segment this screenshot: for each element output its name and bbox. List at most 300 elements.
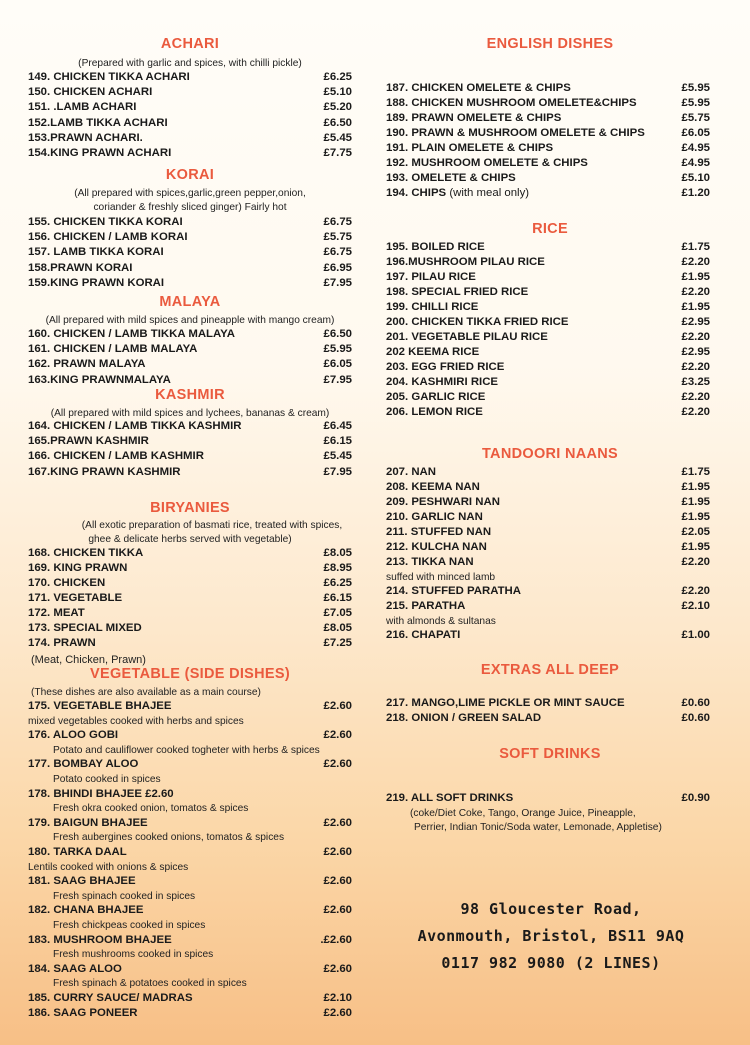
menu-item-name [386, 696, 625, 711]
section-heading-extras: EXTRAS ALL DEEP [480, 662, 620, 678]
menu-item-price: £1.00 [681, 629, 710, 641]
menu-item-name [28, 70, 190, 85]
menu-item [28, 874, 352, 889]
menu-item-name [386, 345, 479, 360]
menu-item [28, 787, 352, 802]
menu-item-name [28, 449, 204, 464]
menu-item-price: £2.95 [681, 316, 710, 328]
menu-item-name [386, 81, 571, 96]
menu-item-price: £3.25 [681, 376, 710, 388]
menu-item-name [28, 357, 146, 372]
menu-item-name-text: 150. CHICKEN ACHARI [28, 86, 153, 99]
menu-item [386, 81, 714, 96]
menu-item [28, 903, 352, 918]
menu-item-name-text: 167.KING PRAWN KASHMIR [28, 465, 181, 478]
menu-item-name [386, 555, 474, 570]
menu-item-name-text: 175. VEGETABLE BHAJEE [28, 700, 172, 712]
menu-item-name [386, 584, 521, 599]
menu-item-name [28, 276, 164, 291]
menu-item-name [386, 315, 568, 330]
naan-213-note: suffed with minced lamb [386, 572, 496, 583]
menu-item [386, 540, 714, 555]
menu-item [28, 933, 352, 948]
menu-item-name [28, 230, 188, 245]
menu-item-name-text: 154.KING PRAWN ACHARI [28, 147, 172, 159]
menu-item [28, 757, 352, 772]
menu-item [28, 70, 352, 85]
menu-item-name-text: 161. CHICKEN / LAMB MALAYA [28, 343, 198, 356]
menu-item [28, 576, 352, 591]
menu-item [28, 245, 352, 260]
section-heading-vegetable: VEGETABLE (SIDE DISHES) [90, 666, 290, 682]
menu-item-price: £2.10 [323, 992, 352, 1004]
menu-item-name [386, 480, 480, 495]
menu-item-qualifier: (with meal only) [446, 187, 530, 199]
menu-item-name [28, 576, 105, 591]
menu-item-name-text: 169. KING PRAWN [28, 562, 128, 574]
menu-item-name-text: 212. KULCHA NAN [386, 541, 487, 553]
menu-item-name-text: 211. STUFFED NAN [386, 526, 492, 538]
menu-item [28, 419, 352, 434]
menu-item-price: £7.95 [323, 373, 352, 386]
menu-item-description: Fresh chickpeas cooked in spices [53, 920, 206, 931]
menu-item-name [386, 141, 553, 156]
menu-item-price: £6.05 [681, 127, 710, 139]
menu-item-name-text: 173. SPECIAL MIXED [28, 622, 142, 634]
menu-item-name-text: 177. BOMBAY ALOO [28, 758, 139, 771]
menu-item-name-text: 217. MANGO,LIME PICKLE OR MINT SAUCE [386, 697, 625, 709]
menu-item-price: £6.25 [323, 577, 352, 589]
menu-item-name [386, 510, 483, 525]
menu-item-name-text: 193. OMELETE & CHIPS [386, 172, 516, 184]
menu-item-name-text: 218. ONION / GREEN SALAD [386, 712, 542, 724]
menu-item [386, 599, 714, 614]
menu-item-name-text: 203. EGG FRIED RICE [386, 361, 505, 373]
menu-item-name [28, 373, 171, 388]
menu-item-name-text: 206. LEMON RICE [386, 406, 483, 418]
section-heading-kashmir: KASHMIR [155, 387, 225, 403]
menu-item [28, 116, 352, 131]
menu-item [28, 991, 352, 1006]
menu-item-price: £5.45 [323, 450, 352, 463]
menu-item-name [28, 146, 171, 161]
menu-item [386, 480, 714, 495]
menu-item-name-text: 176. ALOO GOBI [28, 729, 119, 742]
menu-item-description: Fresh mushrooms cooked in spices [53, 949, 214, 961]
menu-item [386, 111, 714, 126]
menu-item-price: £2.20 [681, 585, 710, 597]
menu-item-name [28, 757, 138, 772]
menu-item-price: £2.60 [323, 1006, 352, 1019]
menu-item-price: £2.20 [681, 286, 710, 298]
menu-item-name-text: 181. SAAG BHAJEE [28, 875, 136, 888]
menu-item-name-text: 185. CURRY SAUCE/ MADRAS [28, 992, 193, 1004]
menu-item [28, 816, 352, 831]
menu-item-name [28, 845, 127, 860]
menu-item [28, 215, 352, 230]
menu-item-name-text: 159.KING PRAWN KORAI [28, 276, 165, 289]
menu-item [28, 131, 352, 146]
menu-item-name [28, 85, 152, 100]
menu-item-name [28, 561, 127, 576]
menu-item [28, 546, 352, 561]
menu-item-name [28, 116, 168, 131]
menu-item-name-text: 191. PLAIN OMELETE & CHIPS [386, 142, 554, 154]
menu-item-price: £2.60 [323, 846, 352, 858]
menu-item-name [28, 419, 241, 434]
menu-item-price: £6.75 [323, 216, 352, 228]
drinks-note-1: (coke/Diet Coke, Tango, Orange Juice, Pineapple, [410, 808, 636, 819]
menu-item-name [28, 874, 136, 889]
menu-item-price: £5.45 [323, 131, 352, 144]
menu-item-name-text: 195. BOILED RICE [386, 241, 485, 253]
menu-item-price: £5.75 [323, 231, 352, 244]
menu-item [28, 561, 352, 576]
menu-item-price: £6.50 [323, 328, 352, 340]
menu-item-name [386, 791, 513, 806]
section-note-korai-2: coriander & freshly sliced ginger) Fairly hot [93, 202, 287, 213]
menu-item-name [386, 96, 637, 111]
menu-item-price: £2.60 [323, 904, 352, 917]
menu-item [28, 85, 352, 100]
menu-item [386, 330, 714, 345]
menu-item-name [28, 728, 118, 743]
menu-item-name [28, 327, 235, 342]
menu-item-price: £2.10 [681, 600, 710, 612]
menu-item-price: £1.95 [681, 496, 710, 508]
menu-item-price: £1.95 [681, 511, 710, 523]
menu-item-name [28, 245, 164, 260]
menu-item-name [386, 599, 465, 614]
menu-item-price: £6.95 [323, 261, 352, 274]
menu-item-name-text: 194. CHIPS [386, 187, 447, 199]
menu-item-name [386, 525, 491, 540]
menu-item [28, 636, 352, 651]
section-heading-achari: ACHARI [160, 36, 220, 52]
menu-item-name-text: 187. CHICKEN OMELETE & CHIPS [386, 82, 571, 94]
menu-item-name [386, 375, 498, 390]
menu-item-price: £6.45 [323, 420, 352, 432]
menu-item-name-text: 204. KASHMIRI RICE [386, 376, 499, 388]
menu-item-name [28, 546, 143, 561]
section-note-vegetable: (These dishes are also available as a main course) [31, 687, 261, 698]
menu-item-name [28, 1006, 138, 1021]
menu-item-price: £2.95 [681, 346, 710, 358]
menu-item-name [386, 300, 478, 315]
menu-item [28, 146, 352, 161]
menu-item [28, 100, 352, 115]
menu-item-name-text: 199. CHILLI RICE [386, 301, 479, 313]
menu-item [28, 342, 352, 357]
menu-item-name-text: 153.PRAWN ACHARI. [28, 131, 143, 144]
menu-item-price: £2.60 [323, 729, 352, 742]
menu-item-name [386, 186, 529, 201]
menu-item-name [28, 962, 122, 977]
section-note-achari: (Prepared with garlic and spices, with chilli pickle) [78, 58, 302, 69]
menu-item [386, 584, 714, 599]
menu-item-price: £5.10 [681, 172, 710, 184]
menu-item [28, 434, 352, 449]
menu-item-name [28, 933, 172, 948]
menu-item-price: £1.95 [681, 541, 710, 553]
menu-item-price: £2.20 [681, 391, 710, 403]
menu-item [386, 141, 714, 156]
menu-item [28, 449, 352, 464]
menu-item [386, 345, 714, 360]
menu-item [386, 405, 714, 420]
section-heading-malaya: MALAYA [159, 294, 221, 310]
menu-item-description: Potato cooked in spices [53, 774, 161, 785]
menu-item-description: Fresh okra cooked onion, tomatos & spices [53, 803, 249, 815]
menu-item-description: Potato and cauliflower cooked togheter with herbs & spices [53, 744, 320, 756]
menu-item-price: £1.75 [681, 241, 710, 253]
menu-item-name-text: 162. PRAWN MALAYA [28, 358, 146, 371]
menu-item-price: £4.95 [681, 142, 710, 154]
menu-item-price: £6.15 [323, 592, 352, 604]
menu-item-price: £7.25 [323, 637, 352, 649]
menu-item [386, 465, 714, 480]
menu-item-price: £6.25 [323, 71, 352, 83]
menu-item-name [386, 390, 485, 405]
menu-item-name [28, 636, 96, 651]
menu-item-description: Fresh aubergines cooked onions, tomatos & spices [53, 832, 285, 844]
menu-item-name-text: 196.MUSHROOM PILAU RICE [386, 256, 545, 268]
menu-item-price: £6.75 [323, 246, 352, 259]
menu-item [386, 171, 714, 186]
menu-item [386, 390, 714, 405]
menu-item [28, 327, 352, 342]
menu-item-name-text: 151. .LAMB ACHARI [28, 101, 137, 114]
menu-item-name [28, 621, 142, 636]
section-heading-naans: TANDOORI NAANS [481, 446, 619, 462]
menu-item-name [28, 100, 136, 115]
menu-item-name-text: 210. GARLIC NAN [386, 511, 483, 523]
address-street: 98 Gloucester Road, [460, 900, 642, 918]
menu-item [28, 465, 352, 480]
menu-item-name-text: 172. MEAT [28, 607, 85, 619]
menu-item-name [28, 342, 197, 357]
menu-item [386, 285, 714, 300]
menu-item-name [28, 465, 181, 480]
menu-item-price: £5.95 [323, 343, 352, 356]
menu-item-price: £1.95 [681, 301, 710, 313]
menu-item-price: £6.50 [323, 116, 352, 129]
menu-item [386, 360, 714, 375]
menu-item-price: £7.95 [323, 276, 352, 289]
menu-item-name [386, 628, 460, 643]
biryanies-footnote: (Meat, Chicken, Prawn) [31, 654, 146, 666]
menu-item-name-text: 184. SAAG ALOO [28, 962, 122, 975]
menu-item-description: mixed vegetables cooked with herbs and spices [28, 715, 244, 727]
menu-item [28, 699, 352, 714]
menu-item-name [386, 711, 541, 726]
section-note-kashmir: (All prepared with mild spices and lychees, bananas & cream) [50, 408, 330, 419]
section-note-malaya: (All prepared with mild spices and pineapple with mango cream) [45, 315, 335, 326]
menu-item-name-text: 198. SPECIAL FRIED RICE [386, 286, 529, 298]
menu-item-name [386, 360, 504, 375]
menu-item [386, 255, 714, 270]
menu-item-price: £7.05 [323, 607, 352, 619]
menu-item-name [28, 606, 85, 621]
menu-item-name-text: 160. CHICKEN / LAMB TIKKA MALAYA [28, 328, 235, 340]
menu-item [386, 711, 714, 726]
menu-item-price: £5.75 [681, 112, 710, 124]
menu-item-name-text: 170. CHICKEN [28, 577, 106, 589]
menu-item-name-text: 216. CHAPATI [386, 629, 461, 641]
menu-item-name [28, 903, 143, 918]
menu-item [386, 96, 714, 111]
menu-item-name-text: 207. NAN [386, 466, 437, 478]
menu-item-name [386, 156, 588, 171]
menu-item [386, 791, 714, 806]
menu-item-name-text: 178. BHINDI BHAJEE £2.60 [28, 787, 174, 800]
menu-item [386, 696, 714, 711]
menu-item [28, 357, 352, 372]
menu-item-name-text: 179. BAIGUN BHAJEE [28, 816, 148, 829]
menu-item-name-text: 186. SAAG PONEER [28, 1006, 138, 1019]
menu-item-price: £1.95 [681, 271, 710, 283]
menu-item-price: £2.60 [323, 962, 352, 975]
menu-item-name-text: 164. CHICKEN / LAMB TIKKA KASHMIR [28, 420, 242, 432]
menu-item-name-text: 208. KEEMA NAN [386, 481, 480, 493]
section-heading-english: ENGLISH DISHES [486, 36, 614, 52]
menu-item-name-text: 180. TARKA DAAL [28, 846, 127, 858]
menu-item-name-text: 215. PARATHA [386, 600, 466, 612]
section-heading-drinks: SOFT DRINKS [499, 746, 601, 762]
menu-item-price: £0.60 [681, 697, 710, 709]
menu-item-name [28, 699, 171, 714]
menu-item [28, 373, 352, 388]
section-heading-biryanies: BIRYANIES [150, 500, 230, 516]
section-note-korai-1: (All prepared with spices,garlic,green pepper,onion, [74, 188, 306, 199]
menu-item-price: .£2.60 [320, 933, 352, 946]
menu-item-name-text: 183. MUSHROOM BHAJEE [28, 933, 172, 946]
menu-item-price: £2.60 [323, 700, 352, 712]
menu-item-price: £1.20 [681, 187, 710, 199]
menu-item-name [28, 787, 174, 802]
menu-item-price: £8.05 [323, 622, 352, 634]
menu-item [28, 591, 352, 606]
menu-item-description: Fresh spinach cooked in spices [53, 890, 196, 902]
menu-item [386, 240, 714, 255]
drinks-note-2: Perrier, Indian Tonic/Soda water, Lemonade, Appletise) [414, 822, 662, 833]
menu-item-name-text: 190. PRAWN & MUSHROOM OMELETE & CHIPS [386, 127, 645, 139]
menu-item-description: Fresh spinach & potatoes cooked in spices [53, 978, 247, 990]
menu-item-price: £2.60 [323, 875, 352, 888]
menu-item-price: £2.20 [681, 256, 710, 268]
menu-item [28, 728, 352, 743]
menu-item-price: £2.60 [323, 758, 352, 771]
menu-item-price: £5.20 [323, 101, 352, 114]
menu-item [386, 156, 714, 171]
menu-item-name [28, 434, 149, 449]
menu-item [386, 126, 714, 141]
menu-item-price: £4.95 [681, 157, 710, 169]
menu-item-name-text: 201. VEGETABLE PILAU RICE [386, 331, 548, 343]
menu-item [386, 628, 714, 643]
menu-item-name-text: 219. ALL SOFT DRINKS [386, 792, 514, 804]
menu-item [28, 1006, 352, 1021]
menu-item-name-text: 209. PESHWARI NAN [386, 496, 500, 508]
menu-item [386, 495, 714, 510]
menu-item [28, 845, 352, 860]
menu-item-name [386, 330, 548, 345]
menu-item [28, 230, 352, 245]
menu-item-name-text: 152.LAMB TIKKA ACHARI [28, 116, 168, 129]
menu-item-price: £2.20 [681, 556, 710, 568]
menu-item-name-text: 205. GARLIC RICE [386, 391, 486, 403]
menu-item-name-text: 182. CHANA BHAJEE [28, 904, 144, 917]
menu-item-name [386, 465, 436, 480]
menu-item-name-text: 174. PRAWN [28, 637, 96, 649]
menu-item-name [386, 270, 476, 285]
menu-item-name-text: 166. CHICKEN / LAMB KASHMIR [28, 450, 204, 463]
menu-item [386, 315, 714, 330]
menu-item [28, 621, 352, 636]
menu-item [386, 300, 714, 315]
address-city: Avonmouth, Bristol, BS11 9AQ [417, 927, 685, 945]
menu-item-price: £2.05 [681, 526, 710, 538]
menu-item-name-text: 192. MUSHROOM OMELETE & CHIPS [386, 157, 588, 169]
menu-item-name [28, 816, 148, 831]
menu-item-name [386, 405, 483, 420]
section-heading-korai: KORAI [165, 167, 215, 183]
section-note-biryanies-2: ghee & delicate herbs served with vegetable) [88, 534, 292, 545]
menu-item-price: £2.20 [681, 406, 710, 418]
menu-item-name [386, 171, 516, 186]
menu-item [28, 261, 352, 276]
menu-item [28, 276, 352, 291]
menu-item-name [386, 240, 485, 255]
menu-item-name [28, 131, 143, 146]
menu-item-name-text: 200. CHICKEN TIKKA FRIED RICE [386, 316, 569, 328]
menu-item [386, 270, 714, 285]
menu-item-name-text: 156. CHICKEN / LAMB KORAI [28, 231, 188, 244]
menu-item-name [386, 495, 500, 510]
menu-item-price: £5.95 [681, 97, 710, 109]
menu-item-name-text: 188. CHICKEN MUSHROOM OMELETE&CHIPS [386, 97, 637, 109]
menu-item [28, 962, 352, 977]
menu-item-name [386, 285, 528, 300]
section-note-biryanies-1: (All exotic preparation of basmati rice, treated with spices, [81, 520, 343, 531]
menu-item [386, 186, 714, 201]
menu-item-name-text: 149. CHICKEN TIKKA ACHARI [28, 71, 190, 83]
menu-item-name [386, 255, 545, 270]
menu-item-price: £5.10 [323, 86, 352, 99]
menu-item-name [28, 215, 183, 230]
menu-item [386, 510, 714, 525]
menu-item-name-text: 163.KING PRAWNMALAYA [28, 373, 171, 386]
menu-item-price: £2.20 [681, 331, 710, 343]
menu-item-price: £1.75 [681, 466, 710, 478]
menu-item-name [28, 261, 132, 276]
menu-item [386, 555, 714, 570]
menu-item-name-text: 171. VEGETABLE [28, 592, 123, 604]
menu-item-price: £5.95 [681, 82, 710, 94]
menu-item-price: £7.75 [323, 147, 352, 159]
menu-item-price: £8.05 [323, 547, 352, 559]
menu-item-name [28, 991, 193, 1006]
menu-item-description: Lentils cooked with onions & spices [28, 861, 189, 873]
menu-item-price: £0.90 [681, 792, 710, 804]
section-heading-rice: RICE [532, 221, 568, 237]
menu-item-name-text: 213. TIKKA NAN [386, 556, 474, 568]
menu-item-price: £2.60 [323, 816, 352, 829]
menu-item-name-text: 189. PRAWN OMELETE & CHIPS [386, 112, 562, 124]
menu-item-name-text: 168. CHICKEN TIKKA [28, 547, 144, 559]
menu-item-price: £0.60 [681, 712, 710, 724]
menu-item-name [386, 540, 487, 555]
